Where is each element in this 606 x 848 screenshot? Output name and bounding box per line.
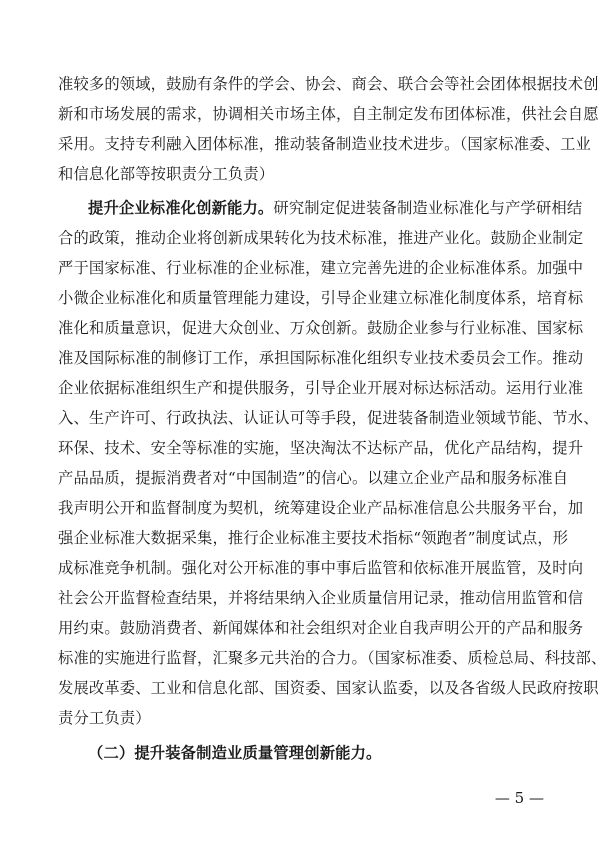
paragraph-lead-rest: 研究制定促进装备制造业标准化与产学研相结: [273, 199, 583, 217]
text-line: 准较多的领域，鼓励有条件的学会、协会、商会、联合会等社会团体根据技术创: [58, 75, 599, 93]
text-line: 小微企业标准化和质量管理能力建设，引导企业建立标准化制度体系，培育标: [58, 289, 584, 307]
text-line: 成标准竞争机制。强化对公开标准的事中事后监管和依标准开展监管，及时向: [58, 559, 584, 577]
text-line: 产品品质，提振消费者对“中国制造”的信心。以建立企业产品和服务标准自: [58, 469, 569, 487]
text-line: 我声明公开和监督制度为契机，统筹建设企业产品标准信息公共服务平台，加: [58, 499, 584, 517]
text-line: 责分工负责）: [58, 709, 151, 727]
text-line: 新和市场发展的需求，协调相关市场主体，自主制定发布团体标准，供社会自愿: [58, 105, 599, 123]
section-heading-quality-management: [58, 738, 544, 768]
text-line: 用约束。鼓励消费者、新闻媒体和社会组织对企业自我声明公开的产品和服务: [58, 619, 584, 637]
text-line: 采用。支持专利融入团体标准，推动装备制造业技术进步。（国家标准委、工业: [58, 135, 591, 153]
paragraph-enterprise-standardization: [58, 193, 606, 733]
text-line: 合的政策，推动企业将创新成果转化为技术标准，推进产业化。鼓励企业制定: [58, 229, 584, 247]
text-line: 准化和质量意识，促进大众创业、万众创新。鼓励企业参与行业标准、国家标: [58, 319, 584, 337]
paragraph-lead-heading: 提升企业标准化创新能力。: [88, 199, 274, 217]
paragraph-group-standards: [58, 69, 599, 189]
text-line: 强企业标准大数据采集，推行企业标准主要技术指标“领跑者”制度试点，形: [58, 529, 569, 547]
page-number: — 5 —: [494, 789, 544, 807]
text-line: 社会公开监督检查结果，并将结果纳入企业质量信用记录，推动信用监管和信: [58, 589, 584, 607]
text-line: 标准的实施进行监督，汇聚多元共治的合力。（国家标准委、质检总局、科技部、: [58, 649, 606, 667]
text-line: 发展改革委、工业和信息化部、国资委、国家认监委，以及各省级人民政府按职: [58, 679, 599, 697]
text-line: 严于国家标准、行业标准的企业标准，建立完善先进的企业标准体系。加强中: [58, 259, 584, 277]
text-line: 企业依据标准组织生产和提供服务，引导企业开展对标达标活动。运用行业准: [58, 379, 584, 397]
text-line: 准及国际标准的制修订工作，承担国际标准化组织专业技术委员会工作。推动: [58, 349, 584, 367]
section-heading: （二）提升装备制造业质量管理创新能力。: [88, 744, 382, 762]
text-line: 环保、技术、安全等标准的实施，坚决淘汰不达标产品，优化产品结构，提升: [58, 439, 584, 457]
text-line: 和信息化部等按职责分工负责）: [58, 165, 275, 183]
text-line: 入、生产许可、行政执法、认证认可等手段，促进装备制造业领域节能、节水、: [58, 409, 599, 427]
text-line-first: [58, 193, 583, 223]
